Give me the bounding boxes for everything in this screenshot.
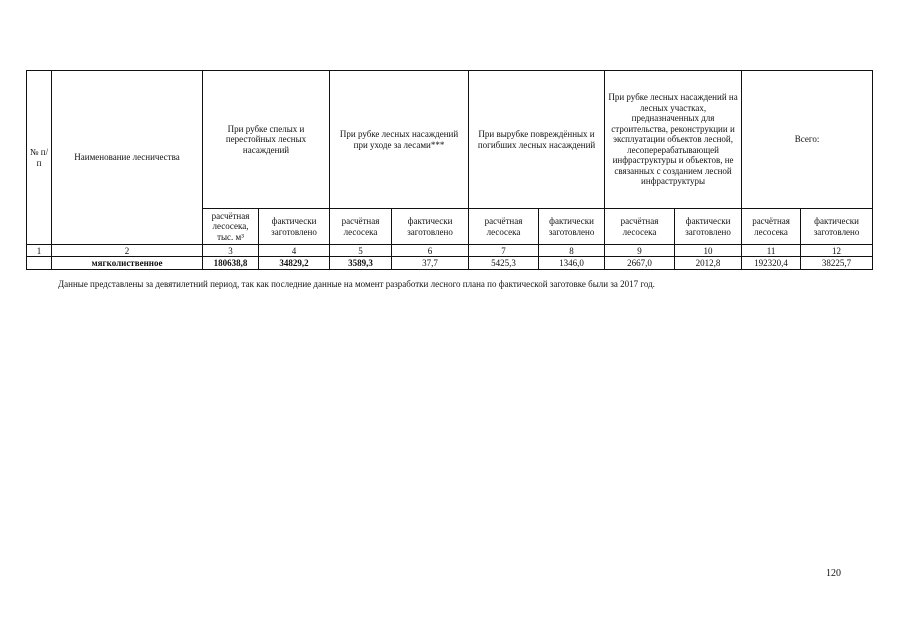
column-number: 9 xyxy=(605,245,675,257)
column-number: 3 xyxy=(203,245,259,257)
subheader-cell: фактически заготовлено xyxy=(539,209,605,245)
column-number: 4 xyxy=(259,245,330,257)
column-number: 10 xyxy=(675,245,742,257)
page-number: 120 xyxy=(826,568,841,579)
header-group-mature: При рубке спелых и перестойных лесных насаждений xyxy=(203,71,330,209)
value-cell: 37,7 xyxy=(392,257,469,270)
subheader-cell: расчётная лесосека xyxy=(742,209,801,245)
column-number: 1 xyxy=(27,245,52,257)
subheader-cell: фактически заготовлено xyxy=(675,209,742,245)
column-number: 6 xyxy=(392,245,469,257)
column-number: 2 xyxy=(52,245,203,257)
value-cell: 192320,4 xyxy=(742,257,801,270)
row-name: мягколиственное xyxy=(52,257,203,270)
column-number: 11 xyxy=(742,245,801,257)
subheader-cell: расчётная лесосека, тыс. м³ xyxy=(203,209,259,245)
value-cell: 34829,2 xyxy=(259,257,330,270)
value-cell: 1346,0 xyxy=(539,257,605,270)
column-number: 7 xyxy=(469,245,539,257)
subheader-cell: расчётная лесосека xyxy=(330,209,392,245)
header-group-damaged: При вырубке повреждённых и погибших лесных насаждений xyxy=(469,71,605,209)
header-num: № п/п xyxy=(27,71,52,245)
row-num xyxy=(27,257,52,270)
value-cell: 5425,3 xyxy=(469,257,539,270)
header-group-total: Всего: xyxy=(742,71,873,209)
header-group-infrastructure: При рубке лесных насаждений на лесных участках, предназначенных для строительства, реконструкции и эксплуатации объектов лесной, лесоперерабатывающей инфраструктуры и объектов, не связанных с созданием лесной инфраструктуры xyxy=(605,71,742,209)
table-header-row xyxy=(27,71,873,209)
value-cell: 2012,8 xyxy=(675,257,742,270)
footnote: Данные представлены за девятилетний период, так как последние данные на момент разработки лесного плана по фактической заготовке были за 2017 год. xyxy=(58,279,655,289)
column-number: 8 xyxy=(539,245,605,257)
header-group-care: При рубке лесных насаждений при уходе за лесами*** xyxy=(330,71,469,209)
table-row xyxy=(27,257,873,270)
value-cell: 2667,0 xyxy=(605,257,675,270)
forest-harvest-table xyxy=(26,70,873,270)
subheader-cell: расчётная лесосека xyxy=(605,209,675,245)
value-cell: 38225,7 xyxy=(801,257,873,270)
column-number: 5 xyxy=(330,245,392,257)
subheader-cell: фактически заготовлено xyxy=(801,209,873,245)
column-number: 12 xyxy=(801,245,873,257)
subheader-cell: фактически заготовлено xyxy=(259,209,330,245)
column-number-row xyxy=(27,245,873,257)
value-cell: 3589,3 xyxy=(330,257,392,270)
header-name: Наименование лесничества xyxy=(52,71,203,245)
subheader-cell: расчётная лесосека xyxy=(469,209,539,245)
value-cell: 180638,8 xyxy=(203,257,259,270)
subheader-cell: фактически заготовлено xyxy=(392,209,469,245)
